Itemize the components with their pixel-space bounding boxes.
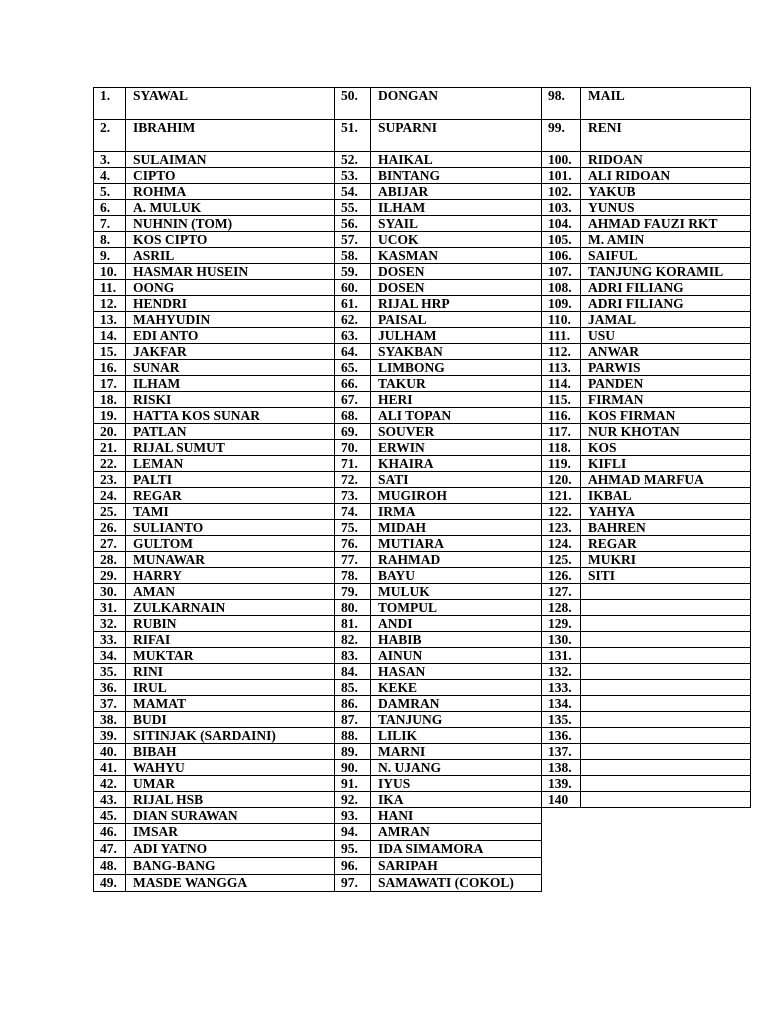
row-name: SAMAWATI (COKOL) [370,874,542,892]
row-number: 21. [93,439,126,456]
row-number: 125. [541,551,581,568]
row-number: 42. [93,775,126,792]
row-number: 11. [93,279,126,296]
row-number: 27. [93,535,126,552]
row-number: 50. [334,87,371,120]
row-name: TAMI [125,503,335,520]
row-name: DOSEN [370,263,542,280]
row-number: 34. [93,647,126,664]
row-name: YAHYA [580,503,751,520]
row-name: SITINJAK (SARDAINI) [125,727,335,744]
row-number: 133. [541,679,581,696]
row-name: IRUL [125,679,335,696]
row-name: DIAN SURAWAN [125,807,335,824]
row-number: 123. [541,519,581,536]
row-name: PALTI [125,471,335,488]
row-name [580,663,751,680]
row-number: 39. [93,727,126,744]
row-name: N. UJANG [370,759,542,776]
row-name [580,727,751,744]
row-name: FIRMAN [580,391,751,408]
row-number: 32. [93,615,126,632]
row-name: HAIKAL [370,151,542,168]
row-name: NUHNIN (TOM) [125,215,335,232]
row-name: BAYU [370,567,542,584]
row-name: REGAR [125,487,335,504]
row-name: M. AMIN [580,231,751,248]
row-name: ANDI [370,615,542,632]
row-name: SULIANTO [125,519,335,536]
row-number: 131. [541,647,581,664]
row-name: IYUS [370,775,542,792]
row-name: BINTANG [370,167,542,184]
row-number: 9. [93,247,126,264]
row-number: 49. [93,874,126,892]
row-name: UMAR [125,775,335,792]
row-number: 103. [541,199,581,216]
row-number: 104. [541,215,581,232]
row-name: EDI ANTO [125,327,335,344]
row-name: SOUVER [370,423,542,440]
row-number: 6. [93,199,126,216]
row-number: 100. [541,151,581,168]
row-number: 129. [541,615,581,632]
row-name: MUKTAR [125,647,335,664]
row-name: GULTOM [125,535,335,552]
row-name: MUGIROH [370,487,542,504]
row-number: 47. [93,840,126,858]
row-number: 20. [93,423,126,440]
row-number: 5. [93,183,126,200]
row-number: 19. [93,407,126,424]
row-number: 81. [334,615,371,632]
row-name: HANI [370,807,542,824]
row-name: RIFAI [125,631,335,648]
row-number: 46. [93,823,126,841]
row-number: 77. [334,551,371,568]
row-number: 10. [93,263,126,280]
row-number: 56. [334,215,371,232]
row-number: 124. [541,535,581,552]
row-number: 109. [541,295,581,312]
row-name: IDA SIMAMORA [370,840,542,858]
row-name: LILIK [370,727,542,744]
row-name: MIDAH [370,519,542,536]
row-number: 134. [541,695,581,712]
row-name: BANG-BANG [125,857,335,875]
row-name: AINUN [370,647,542,664]
row-name: MAHYUDIN [125,311,335,328]
row-name: ROHMA [125,183,335,200]
row-name: HASAN [370,663,542,680]
row-number: 118. [541,439,581,456]
row-name: CIPTO [125,167,335,184]
row-name: PANDEN [580,375,751,392]
row-number: 137. [541,743,581,760]
row-name: TOMPUL [370,599,542,616]
row-number: 55. [334,199,371,216]
row-number: 15. [93,343,126,360]
row-name: SATI [370,471,542,488]
row-number: 96. [334,857,371,875]
row-number: 116. [541,407,581,424]
row-name: MUTIARA [370,535,542,552]
row-name [580,647,751,664]
row-name [580,679,751,696]
row-name: UCOK [370,231,542,248]
row-name: DOSEN [370,279,542,296]
row-name: SUNAR [125,359,335,376]
row-name: WAHYU [125,759,335,776]
row-name [580,775,751,792]
row-number: 107. [541,263,581,280]
row-name: SULAIMAN [125,151,335,168]
row-number: 59. [334,263,371,280]
row-name: RENI [580,119,751,152]
row-name: HASMAR HUSEIN [125,263,335,280]
row-name: HENDRI [125,295,335,312]
row-name: TANJUNG [370,711,542,728]
row-name: AMRAN [370,823,542,841]
row-number: 31. [93,599,126,616]
row-name: DONGAN [370,87,542,120]
row-name: HATTA KOS SUNAR [125,407,335,424]
row-name: NUR KHOTAN [580,423,751,440]
row-number: 16. [93,359,126,376]
row-name: MUNAWAR [125,551,335,568]
row-number: 122. [541,503,581,520]
row-name: ADRI FILIANG [580,279,751,296]
row-number: 84. [334,663,371,680]
row-name: MAIL [580,87,751,120]
row-name [580,695,751,712]
row-number: 73. [334,487,371,504]
row-number: 78. [334,567,371,584]
row-number: 66. [334,375,371,392]
row-number: 130. [541,631,581,648]
row-number: 74. [334,503,371,520]
row-name: BIBAH [125,743,335,760]
row-name: RISKI [125,391,335,408]
row-name [580,759,751,776]
row-name [580,631,751,648]
row-name: PATLAN [125,423,335,440]
row-name: ILHAM [125,375,335,392]
row-name: PARWIS [580,359,751,376]
row-number: 29. [93,567,126,584]
row-number: 62. [334,311,371,328]
row-number: 132. [541,663,581,680]
row-number: 79. [334,583,371,600]
row-name: ADI YATNO [125,840,335,858]
row-number: 136. [541,727,581,744]
row-name: RIJAL HSB [125,791,335,808]
row-number: 75. [334,519,371,536]
row-name [580,599,751,616]
row-name: ALI RIDOAN [580,167,751,184]
row-name: YUNUS [580,199,751,216]
row-name: ALI TOPAN [370,407,542,424]
row-name: DAMRAN [370,695,542,712]
row-name: SARIPAH [370,857,542,875]
row-name: KOS CIPTO [125,231,335,248]
row-name: SYAKBAN [370,343,542,360]
row-number: 108. [541,279,581,296]
row-number: 94. [334,823,371,841]
row-number: 54. [334,183,371,200]
row-name: JAKFAR [125,343,335,360]
row-name: HARRY [125,567,335,584]
row-number: 111. [541,327,581,344]
row-number: 83. [334,647,371,664]
row-name: JAMAL [580,311,751,328]
row-number: 36. [93,679,126,696]
row-name: BAHREN [580,519,751,536]
row-number: 43. [93,791,126,808]
row-name: RINI [125,663,335,680]
row-number: 87. [334,711,371,728]
row-name [580,791,751,808]
row-number: 30. [93,583,126,600]
row-number: 82. [334,631,371,648]
row-number: 33. [93,631,126,648]
row-number: 45. [93,807,126,824]
row-name: SAIFUL [580,247,751,264]
row-name: ABIJAR [370,183,542,200]
row-number: 57. [334,231,371,248]
row-name: RUBIN [125,615,335,632]
row-name: OONG [125,279,335,296]
row-name: A. MULUK [125,199,335,216]
row-number: 85. [334,679,371,696]
row-number: 35. [93,663,126,680]
row-name [580,711,751,728]
row-number: 90. [334,759,371,776]
row-number: 26. [93,519,126,536]
row-number: 38. [93,711,126,728]
row-number: 121. [541,487,581,504]
row-name: BUDI [125,711,335,728]
row-number: 127. [541,583,581,600]
row-number: 105. [541,231,581,248]
row-number: 37. [93,695,126,712]
row-number: 106. [541,247,581,264]
row-name: AHMAD FAUZI RKT [580,215,751,232]
row-name: LIMBONG [370,359,542,376]
row-name: MULUK [370,583,542,600]
row-name: HERI [370,391,542,408]
row-number: 40. [93,743,126,760]
row-name: TANJUNG KORAMIL [580,263,751,280]
row-number: 112. [541,343,581,360]
row-number: 60. [334,279,371,296]
row-name [580,743,751,760]
row-number: 41. [93,759,126,776]
row-name: IBRAHIM [125,119,335,152]
row-name: IKA [370,791,542,808]
row-name: KEKE [370,679,542,696]
row-number: 12. [93,295,126,312]
row-number: 65. [334,359,371,376]
row-number: 69. [334,423,371,440]
row-name: KASMAN [370,247,542,264]
row-number: 76. [334,535,371,552]
row-number: 70. [334,439,371,456]
row-number: 7. [93,215,126,232]
row-number: 13. [93,311,126,328]
row-number: 8. [93,231,126,248]
row-number: 63. [334,327,371,344]
row-name: SITI [580,567,751,584]
row-name: YAKUB [580,183,751,200]
row-name: IRMA [370,503,542,520]
row-number: 140 [541,791,581,808]
row-name [580,583,751,600]
row-name: RIJAL HRP [370,295,542,312]
row-number: 18. [93,391,126,408]
row-number: 58. [334,247,371,264]
row-name: RAHMAD [370,551,542,568]
row-name: RIDOAN [580,151,751,168]
row-number: 139. [541,775,581,792]
row-number: 86. [334,695,371,712]
row-number: 80. [334,599,371,616]
row-name: PAISAL [370,311,542,328]
row-name: ANWAR [580,343,751,360]
row-number: 28. [93,551,126,568]
row-name: ASRIL [125,247,335,264]
row-number: 61. [334,295,371,312]
row-number: 95. [334,840,371,858]
row-number: 4. [93,167,126,184]
row-number: 1. [93,87,126,120]
row-number: 113. [541,359,581,376]
row-number: 24. [93,487,126,504]
row-name: KIFLI [580,455,751,472]
row-name: ERWIN [370,439,542,456]
row-number: 115. [541,391,581,408]
row-number: 120. [541,471,581,488]
row-name: ZULKARNAIN [125,599,335,616]
row-number: 110. [541,311,581,328]
row-number: 135. [541,711,581,728]
row-name: ADRI FILIANG [580,295,751,312]
row-number: 25. [93,503,126,520]
row-number: 48. [93,857,126,875]
row-name: SYAIL [370,215,542,232]
row-name: USU [580,327,751,344]
row-number: 51. [334,119,371,152]
row-name: IKBAL [580,487,751,504]
row-number: 114. [541,375,581,392]
row-name: TAKUR [370,375,542,392]
row-name: MAMAT [125,695,335,712]
row-name: MARNI [370,743,542,760]
row-number: 128. [541,599,581,616]
row-number: 99. [541,119,581,152]
row-number: 71. [334,455,371,472]
row-number: 14. [93,327,126,344]
row-name: AMAN [125,583,335,600]
row-name: RIJAL SUMUT [125,439,335,456]
row-number: 138. [541,759,581,776]
row-number: 22. [93,455,126,472]
row-number: 93. [334,807,371,824]
row-name: KOS [580,439,751,456]
row-name: MUKRI [580,551,751,568]
row-number: 17. [93,375,126,392]
row-name: IMSAR [125,823,335,841]
row-number: 117. [541,423,581,440]
row-name: MASDE WANGGA [125,874,335,892]
row-number: 64. [334,343,371,360]
row-name: KOS FIRMAN [580,407,751,424]
row-name: AHMAD MARFUA [580,471,751,488]
row-number: 3. [93,151,126,168]
row-number: 101. [541,167,581,184]
row-name: REGAR [580,535,751,552]
row-number: 2. [93,119,126,152]
row-name: SUPARNI [370,119,542,152]
row-number: 97. [334,874,371,892]
row-number: 67. [334,391,371,408]
row-name: HABIB [370,631,542,648]
row-name: SYAWAL [125,87,335,120]
row-number: 68. [334,407,371,424]
row-number: 52. [334,151,371,168]
row-number: 102. [541,183,581,200]
row-name [580,615,751,632]
row-name: JULHAM [370,327,542,344]
row-number: 92. [334,791,371,808]
row-number: 126. [541,567,581,584]
row-number: 89. [334,743,371,760]
row-number: 72. [334,471,371,488]
row-number: 98. [541,87,581,120]
row-number: 119. [541,455,581,472]
row-name: LEMAN [125,455,335,472]
row-number: 91. [334,775,371,792]
row-name: KHAIRA [370,455,542,472]
row-number: 53. [334,167,371,184]
row-name: ILHAM [370,199,542,216]
row-number: 88. [334,727,371,744]
row-number: 23. [93,471,126,488]
